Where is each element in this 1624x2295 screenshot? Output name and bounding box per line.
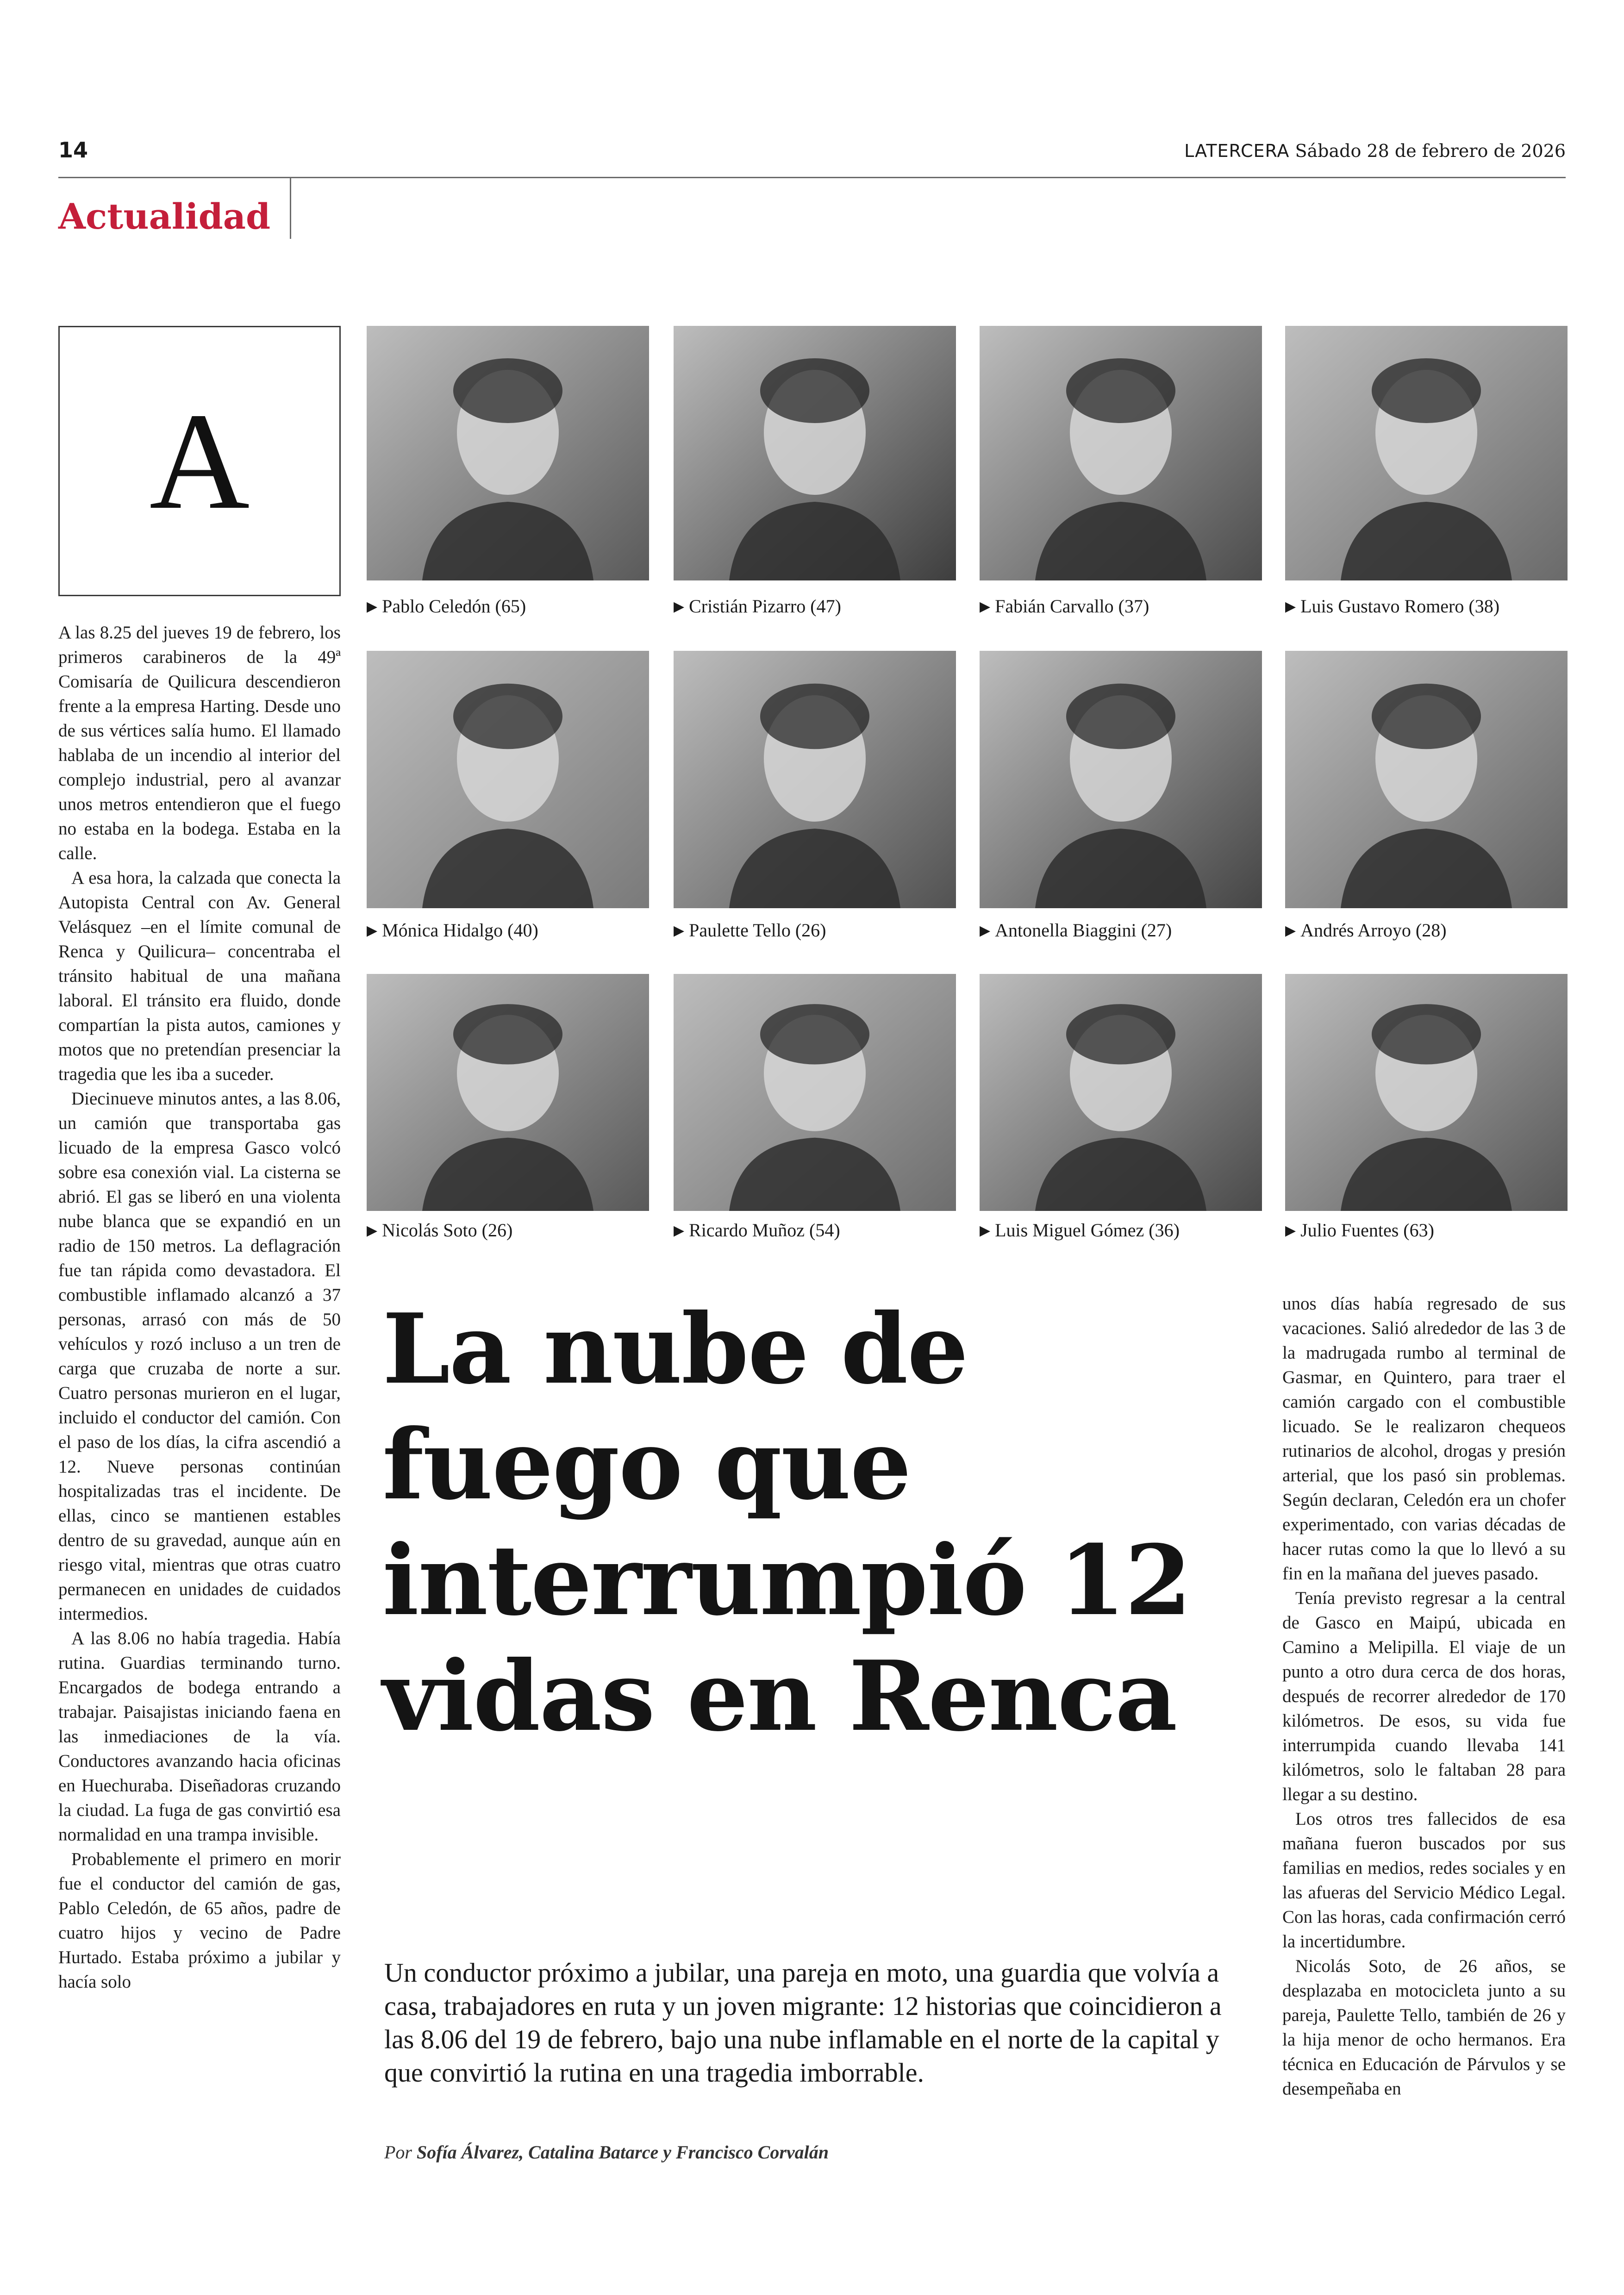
victim-caption: [367, 919, 649, 942]
victim-name: Mónica Hidalgo (40): [382, 920, 538, 941]
header-rule: [58, 177, 1566, 178]
caption-arrow-icon: ▶: [367, 599, 378, 614]
body-paragraph: Diecinueve minutos antes, a las 8.06, un camión que transportaba gas licuado de la empresa Gasco volcó sobre esa conexión vial. La cisterna se abrió. El gas se liberó en una violenta nube blanca que se expandió en un radio de 150 metros. La deflagración fue tan rápida como devastadora. El combustible inflamado alcanzó a 37 personas, arrasó con más de 50 vehículos y rozó incluso a un tren de carga que cruzaba de norte a sur. Cuatro personas murieron en el lugar, incluido el conductor del camión. Con el paso de los días, la cifra ascendió a 12. Nueve personas continúan hospitalizadas tras el incidente. De ellas, cinco se mantienen estables dentro de su gravedad, aunque aún en riesgo vital, mientras que otras cuatro permanecen en unidades de cuidados intermedios.: [58, 1089, 341, 1624]
victim-caption: [674, 919, 956, 942]
victim-caption: [980, 1219, 1262, 1242]
portrait-placeholder-icon: [367, 651, 649, 908]
victim-photo: [674, 651, 956, 908]
byline: [384, 2141, 829, 2164]
caption-arrow-icon: ▶: [674, 1223, 685, 1238]
headline-line: vidas en Renca: [382, 1640, 1177, 1753]
victim-photo: [980, 974, 1262, 1211]
portrait-placeholder-icon: [1285, 326, 1568, 580]
victim-caption: [367, 1219, 649, 1242]
section-title: Actualidad: [58, 196, 271, 237]
victim-photo: [980, 326, 1262, 580]
victim-name: Julio Fuentes (63): [1300, 1220, 1434, 1241]
victim-caption: [1285, 595, 1568, 618]
portrait-placeholder-icon: [367, 326, 649, 580]
body-paragraph: A las 8.06 no había tragedia. Había rutina. Guardias terminando turno. Encargados de bodega entrando a trabajar. Paisajistas iniciando faena en las inmediaciones de la vía. Conductores avanzando hacia oficinas en Huechuraba. Diseñadoras cruzando la ciudad. La fuga de gas convirtió esa normalidad en una trampa invisible.: [58, 1628, 341, 1845]
victim-photo: [980, 651, 1262, 908]
victim-photo: [367, 651, 649, 908]
victim-photo: [1285, 326, 1568, 580]
caption-arrow-icon: ▶: [1285, 923, 1296, 938]
portrait-placeholder-icon: [674, 974, 956, 1211]
body-paragraph: A las 8.25 del jueves 19 de febrero, los primeros carabineros de la 49ª Comisaría de Quilicura descendieron frente a la empresa Harting. Desde uno de sus vértices salía humo. El llamado hablaba de un incendio al interior del complejo industrial, pero al avanzar unos metros entendieron que el fuego no estaba en la bodega. Estaba en la calle.: [58, 623, 341, 863]
victim-caption: [980, 919, 1262, 942]
victim-photo: [1285, 651, 1568, 908]
portrait-placeholder-icon: [980, 651, 1262, 908]
newspaper-brand: LATERCERA: [1184, 141, 1290, 161]
victim-photo: [1285, 974, 1568, 1211]
page-number: 14: [58, 137, 88, 162]
body-column-left: [58, 620, 341, 2171]
body-paragraph: Los otros tres fallecidos de esa mañana fueron buscados por sus familias en medios, redes sociales y en las afueras del Servicio Médico Legal. Con las horas, cada confirmación cerró la incertidumbre.: [1282, 1809, 1566, 1952]
victim-caption: [1285, 919, 1568, 942]
victim-caption: [1285, 1219, 1568, 1242]
byline-prefix: Por: [384, 2142, 412, 2163]
victim-caption: [674, 595, 956, 618]
victim-name: Cristián Pizarro (47): [689, 596, 841, 617]
portrait-placeholder-icon: [674, 651, 956, 908]
caption-arrow-icon: ▶: [1285, 599, 1296, 614]
caption-arrow-icon: ▶: [367, 1223, 378, 1238]
caption-arrow-icon: ▶: [674, 599, 685, 614]
victim-name: Luis Miguel Gómez (36): [995, 1220, 1180, 1241]
victim-photo: [367, 326, 649, 580]
caption-arrow-icon: ▶: [980, 599, 991, 614]
byline-authors: Sofía Álvarez, Catalina Batarce y Francisco Corvalán: [417, 2142, 829, 2163]
victim-photo: [367, 974, 649, 1211]
portrait-placeholder-icon: [367, 974, 649, 1211]
body-paragraph: Probablemente el primero en morir fue el conductor del camión de gas, Pablo Celedón, de 65 años, padre de cuatro hijos y vecino de Padre Hurtado. Estaba próximo a jubilar y hacía solo: [58, 1849, 341, 1992]
section-divider: [290, 178, 291, 239]
victim-caption: [674, 1219, 956, 1242]
body-paragraph: A esa hora, la calzada que conecta la Autopista Central con Av. General Velásquez –en el límite comunal de Renca y Quilicura– concentraba el tránsito habitual de una mañana laboral. El tránsito era fluido, donde compartían la pista autos, camiones y motos que no pretendían presenciar la tragedia que les iba a suceder.: [58, 868, 341, 1084]
victim-photo: [674, 326, 956, 580]
victim-name: Andrés Arroyo (28): [1300, 920, 1447, 941]
body-column-right: [1282, 1291, 1566, 2171]
victim-name: Luis Gustavo Romero (38): [1300, 596, 1500, 617]
victim-name: Ricardo Muñoz (54): [689, 1220, 840, 1241]
caption-arrow-icon: ▶: [1285, 1223, 1296, 1238]
body-paragraph: unos días había regresado de sus vacaciones. Salió alrededor de las 3 de la madrugada rumbo al terminal de Gasmar, en Quintero, para traer el camión cargado con el combustible licuado. Se le realizaron chequeos rutinarios de alcohol, drogas y presión arterial, que los pasó sin problemas. Según declaran, Celedón era un chofer experimentado, con varias décadas de hacer rutas como la que lo llevó a su fin en la mañana del jueves pasado.: [1282, 1294, 1566, 1584]
headline-line: La nube de: [382, 1293, 968, 1406]
victim-name: Paulette Tello (26): [689, 920, 826, 941]
headline-line: interrumpió 12: [382, 1524, 1191, 1637]
portrait-placeholder-icon: [1285, 974, 1568, 1211]
victim-caption: [367, 595, 649, 618]
caption-arrow-icon: ▶: [980, 923, 991, 938]
masthead: [1184, 141, 1566, 161]
caption-arrow-icon: ▶: [980, 1223, 991, 1238]
body-paragraph: Nicolás Soto, de 26 años, se desplazaba en motocicleta junto a su pareja, Paulette Tello, también de 26 y la hija menor de ocho hermanos. Era técnica en Educación de Párvulos y se desempeñaba en: [1282, 1956, 1566, 2099]
victim-caption: [980, 595, 1262, 618]
caption-arrow-icon: ▶: [674, 923, 685, 938]
caption-arrow-icon: ▶: [367, 923, 378, 938]
victim-name: Fabián Carvallo (37): [995, 596, 1149, 617]
victim-name: Nicolás Soto (26): [382, 1220, 513, 1241]
portrait-placeholder-icon: [674, 326, 956, 580]
victim-photo: [674, 974, 956, 1211]
body-paragraph: Tenía previsto regresar a la central de Gasco en Maipú, ubicada en Camino a Melipilla. El viaje de un punto a otro dura cerca de dos horas, después de recorrer alrededor de 170 kilómetros. De esos, su vida fue interrumpida cuando llevaba 141 kilómetros, solo le faltaban 28 para llegar a su destino.: [1282, 1588, 1566, 1804]
portrait-placeholder-icon: [980, 974, 1262, 1211]
portrait-placeholder-icon: [980, 326, 1262, 580]
dropcap-box: [58, 326, 341, 596]
headline: [382, 1291, 1262, 1754]
issue-date: Sábado 28 de febrero de 2026: [1295, 141, 1566, 161]
victim-name: Antonella Biaggini (27): [995, 920, 1172, 941]
headline-line: fuego que: [382, 1409, 911, 1522]
dropcap-letter: A: [149, 384, 250, 538]
victim-name: Pablo Celedón (65): [382, 596, 526, 617]
portrait-placeholder-icon: [1285, 651, 1568, 908]
subheadline: Un conductor próximo a jubilar, una pareja en moto, una guardia que volvía a casa, trabajadores en ruta y un joven migrante: 12 historias que coincidieron a las 8.06 del 19 de febrero, bajo una nube inflamable en el norte de la capital y que convirtió la rutina en una tragedia imborrable.: [384, 1958, 1222, 2088]
